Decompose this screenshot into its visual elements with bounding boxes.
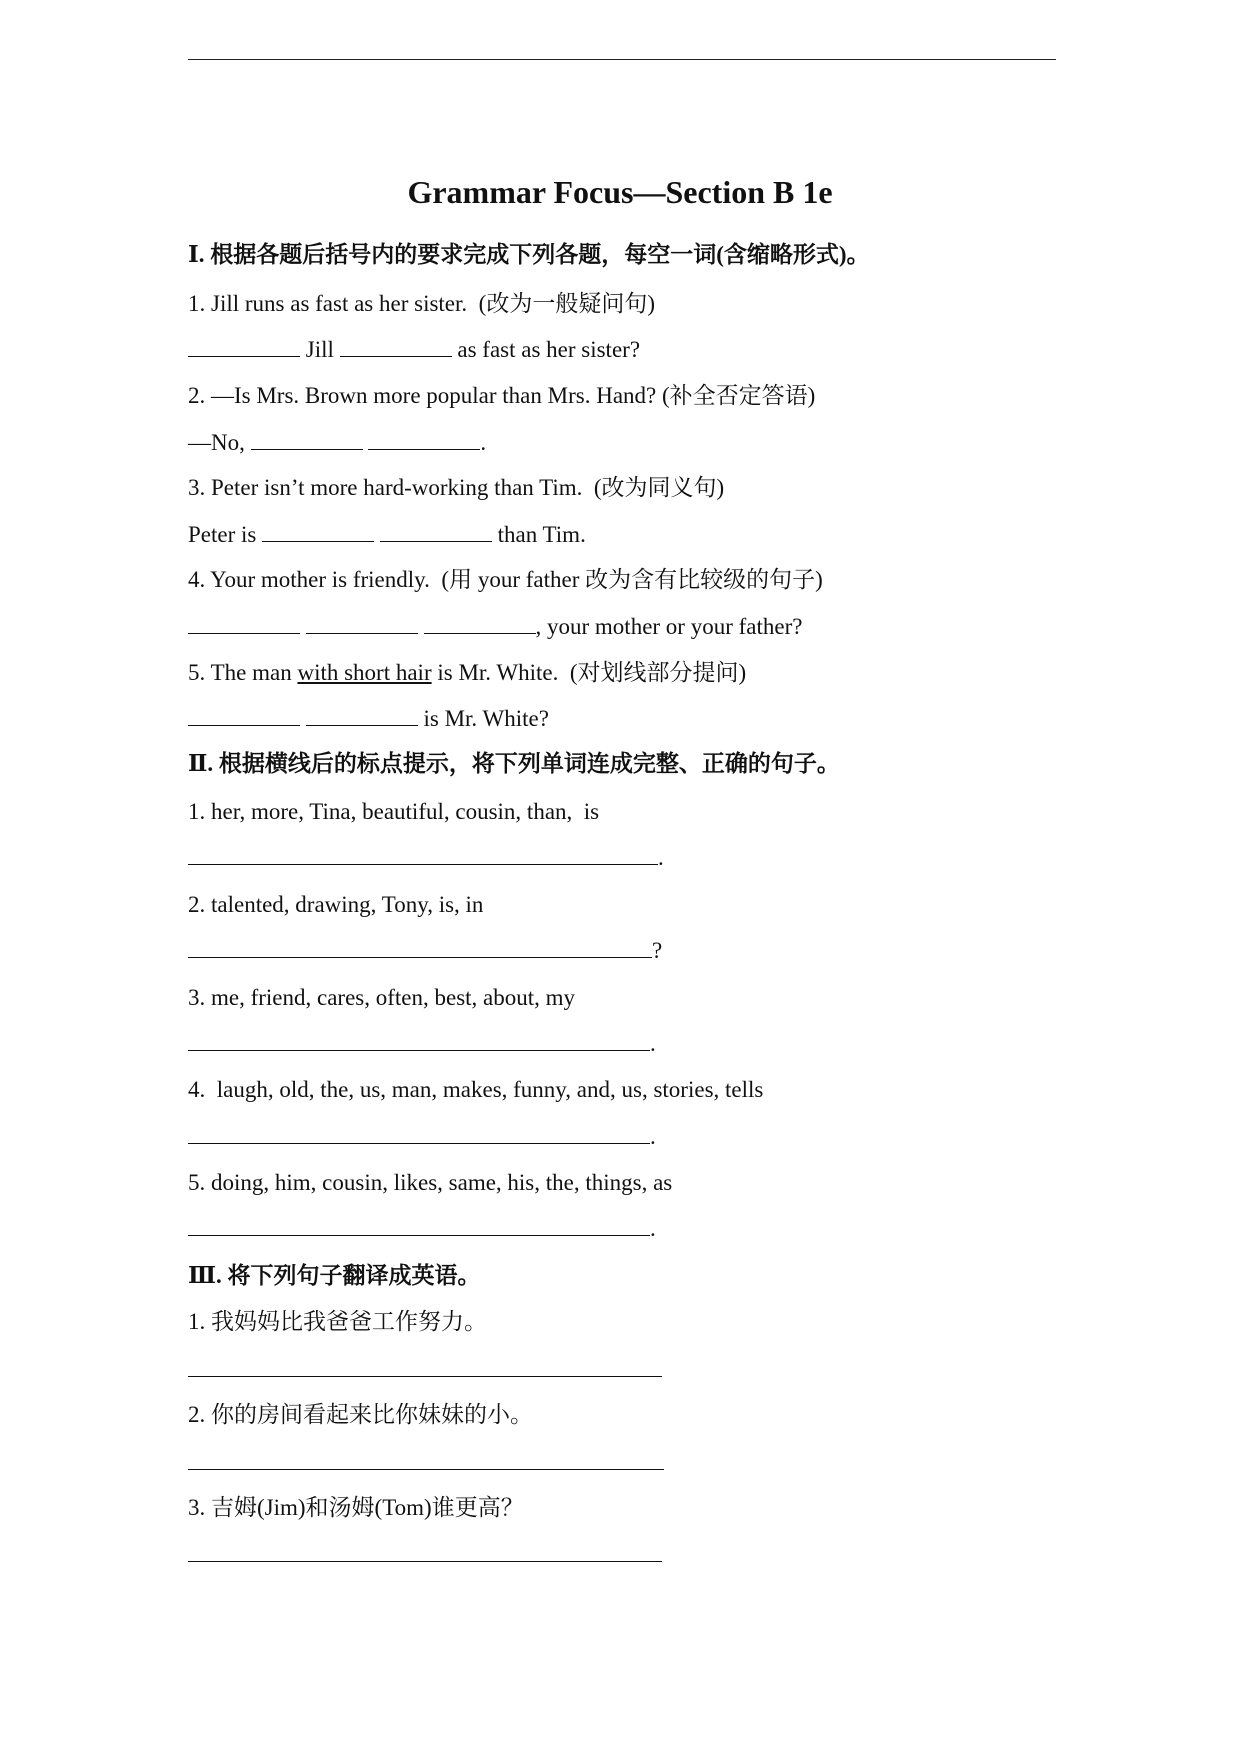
answer-line[interactable]: [188, 1541, 662, 1562]
s2-item-3-words: 3. me, friend, cares, often, best, about, my: [188, 985, 576, 1010]
prompt-text: 5. The man: [188, 660, 298, 685]
blank[interactable]: [340, 336, 452, 357]
s1-q2-prompt: 2. —Is Mrs. Brown more popular than Mrs. Hand? (补全否定答语): [188, 383, 816, 408]
s1-q3-prompt: 3. Peter isn’t more hard-working than Tim. (改为同义句): [188, 475, 725, 500]
s2-item-5-answer: [188, 1214, 656, 1244]
blank[interactable]: [188, 336, 300, 357]
punctuation-hint: .: [650, 1124, 656, 1149]
s1-q4-answer: [188, 612, 802, 642]
s1-q4-prompt: 4. Your mother is friendly. (用 your father 改为含有比较级的句子): [188, 567, 823, 592]
prompt-text: is Mr. White. (对划线部分提问): [431, 660, 747, 685]
blank[interactable]: [262, 521, 374, 542]
s1-q3-answer: [188, 520, 586, 550]
answer-line[interactable]: [188, 1215, 650, 1236]
blank[interactable]: [188, 613, 300, 634]
answer-text: than Tim.: [491, 522, 586, 547]
page-title: Grammar Focus—Section B 1e: [407, 174, 833, 210]
s2-item-4-words: 4. laugh, old, the, us, man, makes, funny, and, us, stories, tells: [188, 1077, 764, 1102]
blank[interactable]: [368, 429, 480, 450]
s3-item-2-text: 2. 你的房间看起来比你妹妹的小。: [188, 1402, 533, 1427]
answer-line[interactable]: [188, 1123, 650, 1144]
s1-q1-prompt: 1. Jill runs as fast as her sister. (改为一般疑问句): [188, 291, 655, 316]
section-2-heading: Ⅱ. 根据横线后的标点提示，将下列单词连成完整、正确的句子。: [188, 751, 840, 776]
s3-item-1-answer: [188, 1355, 662, 1385]
blank[interactable]: [424, 613, 536, 634]
s1-q1-answer: [188, 335, 640, 365]
s2-item-1-answer: [188, 843, 664, 873]
answer-line[interactable]: [188, 1449, 664, 1470]
answer-text: Peter is: [188, 522, 263, 547]
answer-text: .: [480, 430, 487, 455]
answer-text: is Mr. White?: [417, 706, 549, 731]
underlined-phrase: with short hair: [297, 660, 432, 685]
answer-line[interactable]: [188, 1030, 650, 1051]
s1-q5-prompt: [188, 658, 746, 688]
s2-item-1-words: 1. her, more, Tina, beautiful, cousin, than, is: [188, 799, 600, 824]
blank[interactable]: [251, 429, 363, 450]
section-3-heading: Ⅲ. 将下列句子翻译成英语。: [188, 1263, 481, 1288]
answer-line[interactable]: [188, 937, 652, 958]
s1-q5-answer: [188, 704, 549, 734]
punctuation-hint: ?: [652, 938, 663, 963]
answer-text: , your mother or your father?: [535, 614, 803, 639]
blank[interactable]: [306, 705, 418, 726]
s2-item-3-answer: [188, 1029, 656, 1059]
s3-item-3-text: 3. 吉姆(Jim)和汤姆(Tom)谁更高？: [188, 1495, 524, 1520]
blank[interactable]: [380, 521, 492, 542]
blank[interactable]: [306, 613, 418, 634]
s3-item-3-answer: [188, 1540, 662, 1570]
blank[interactable]: [188, 705, 300, 726]
s2-item-5-words: 5. doing, him, cousin, likes, same, his, the, things, as: [188, 1170, 673, 1195]
punctuation-hint: .: [650, 1031, 656, 1056]
s1-q2-answer: [188, 428, 486, 458]
section-1-heading: Ⅰ. 根据各题后括号内的要求完成下列各题，每空一词(含缩略形式)。: [188, 242, 870, 267]
answer-text: as fast as her sister?: [451, 337, 641, 362]
punctuation-hint: .: [658, 845, 664, 870]
s3-item-1-text: 1. 我妈妈比我爸爸工作努力。: [188, 1309, 487, 1334]
punctuation-hint: .: [650, 1216, 656, 1241]
header-rule: [188, 59, 1056, 60]
answer-text: —No,: [188, 430, 251, 455]
s2-item-4-answer: [188, 1122, 656, 1152]
answer-text: Jill: [300, 337, 340, 362]
s2-item-2-words: 2. talented, drawing, Tony, is, in: [188, 892, 484, 917]
s2-item-2-answer: [188, 936, 662, 966]
s3-item-2-answer: [188, 1448, 664, 1478]
answer-line[interactable]: [188, 1356, 662, 1377]
answer-line[interactable]: [188, 844, 658, 865]
